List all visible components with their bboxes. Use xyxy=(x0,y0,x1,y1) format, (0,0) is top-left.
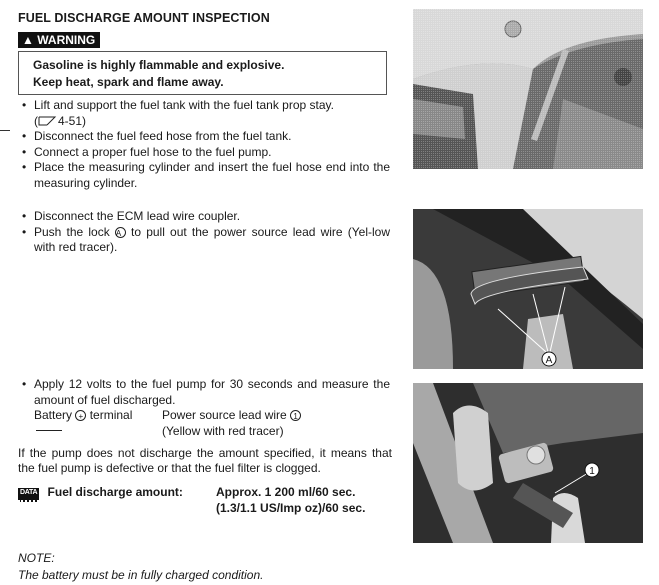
battery-terminal-photo xyxy=(413,383,643,543)
fuel-tank-photo xyxy=(413,9,643,169)
step-item: • Push the lock A to pull out the power source lead wire (Yel-low with red tracer). xyxy=(20,225,390,256)
marker-1: 1 xyxy=(290,410,301,421)
warning-label: WARNING xyxy=(37,33,96,47)
marker-a: A xyxy=(115,227,126,238)
callout-1-label: 1 xyxy=(589,466,595,477)
connection-spec xyxy=(34,408,394,439)
margin-mark xyxy=(0,130,10,131)
reference-pointer-icon xyxy=(38,115,58,125)
step-item: • Disconnect the fuel feed hose from the fuel tank. xyxy=(20,129,390,145)
warning-line: Keep heat, spark and flame away. xyxy=(33,75,224,89)
step-apply xyxy=(20,377,390,408)
warning-badge xyxy=(18,32,100,48)
note-heading: NOTE: xyxy=(18,551,55,565)
step-item: • Place the measuring cylinder and insert the fuel hose end into the measuring cylinder. xyxy=(20,160,390,191)
step-item: • Apply 12 volts to the fuel pump for 30 seconds and measure the amount of fuel discharged. xyxy=(20,377,390,408)
step-item: • Disconnect the ECM lead wire coupler. xyxy=(20,209,390,225)
steps-group-2 xyxy=(20,209,390,256)
step-item: • Lift and support the fuel tank with the fuel tank prop stay. ( 4-51) xyxy=(20,98,390,129)
connection-left: Battery + terminal xyxy=(34,408,162,439)
warning-line: Gasoline is highly flammable and explosive. xyxy=(33,58,285,72)
warning-triangle-icon: ▲ xyxy=(22,33,34,47)
step-item: • Connect a proper fuel hose to the fuel pump. xyxy=(20,145,390,161)
plus-terminal-icon: + xyxy=(75,410,86,421)
note-text: The battery must be in fully charged condition. xyxy=(18,568,264,582)
steps-group-1 xyxy=(20,98,390,191)
spec-block xyxy=(18,484,398,516)
section-title: FUEL DISCHARGE AMOUNT INSPECTION xyxy=(18,11,270,25)
warning-box xyxy=(18,51,387,95)
connection-right: Power source lead wire 1 (Yellow with red tracer) xyxy=(162,408,301,439)
ecm-coupler-photo xyxy=(413,209,643,369)
reference-page[interactable]: 4-51 xyxy=(58,113,83,128)
spec-value: (1.3/1.1 US/Imp oz)/60 sec. xyxy=(216,501,366,515)
connection-line xyxy=(36,430,62,431)
explanation-paragraph: If the pump does not discharge the amount specified, it means that the fuel pump is defective or that the fuel filter is clogged. xyxy=(18,446,392,475)
callout-a-label: A xyxy=(545,355,553,366)
spec-value: Approx. 1 200 ml/60 sec. xyxy=(216,485,356,499)
spec-label: Fuel discharge amount: xyxy=(47,485,183,499)
data-badge-icon: DATA xyxy=(18,488,39,502)
